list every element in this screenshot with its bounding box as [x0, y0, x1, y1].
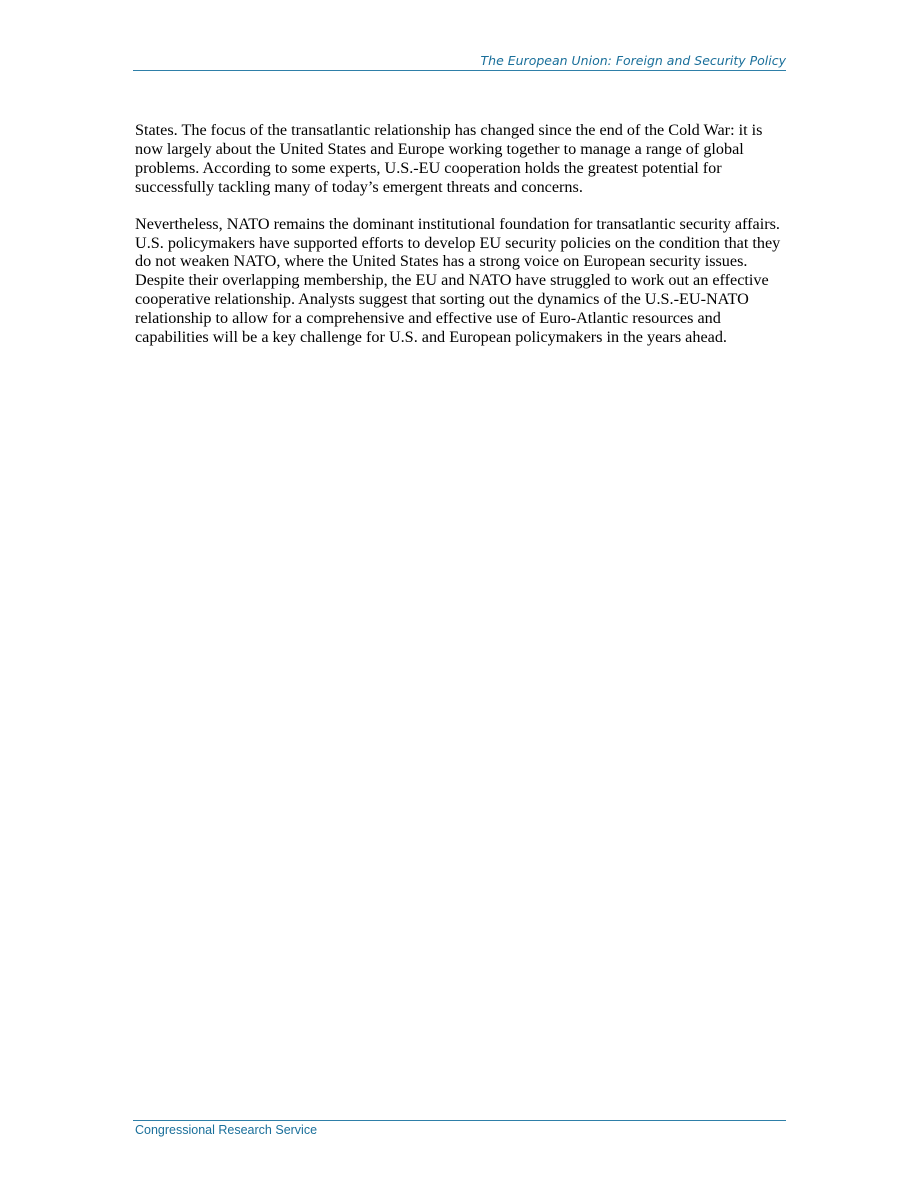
paragraph-1: States. The focus of the transatlantic relationship has changed since the end of the Cold War: it is now largely about the United States and Europe working together to manage a range of global problems. According to some experts, U.S.-EU cooperation holds the greatest potential for successfully tackling many of today’s emergent threats and concerns.: [135, 121, 763, 196]
body-text: [135, 121, 789, 365]
running-header: [133, 54, 786, 71]
running-footer: [133, 1120, 786, 1137]
header-title: The European Union: Foreign and Security Policy: [480, 53, 786, 68]
paragraph-2: Nevertheless, NATO remains the dominant institutional foundation for transatlantic security affairs. U.S. policymakers have supported efforts to develop EU security policies on the condition that they do not weaken NATO, where the United States has a strong voice on European security issues. Despite their overlapping membership, the EU and NATO have struggled to work out an effective cooperative relationship. Analysts suggest that sorting out the dynamics of the U.S.-EU-NATO relationship to allow for a comprehensive and effective use of Euro-Atlantic resources and capabilities will be a key challenge for U.S. and European policymakers in the years ahead.: [135, 214, 781, 347]
footer-label: Congressional Research Service: [135, 1123, 318, 1137]
